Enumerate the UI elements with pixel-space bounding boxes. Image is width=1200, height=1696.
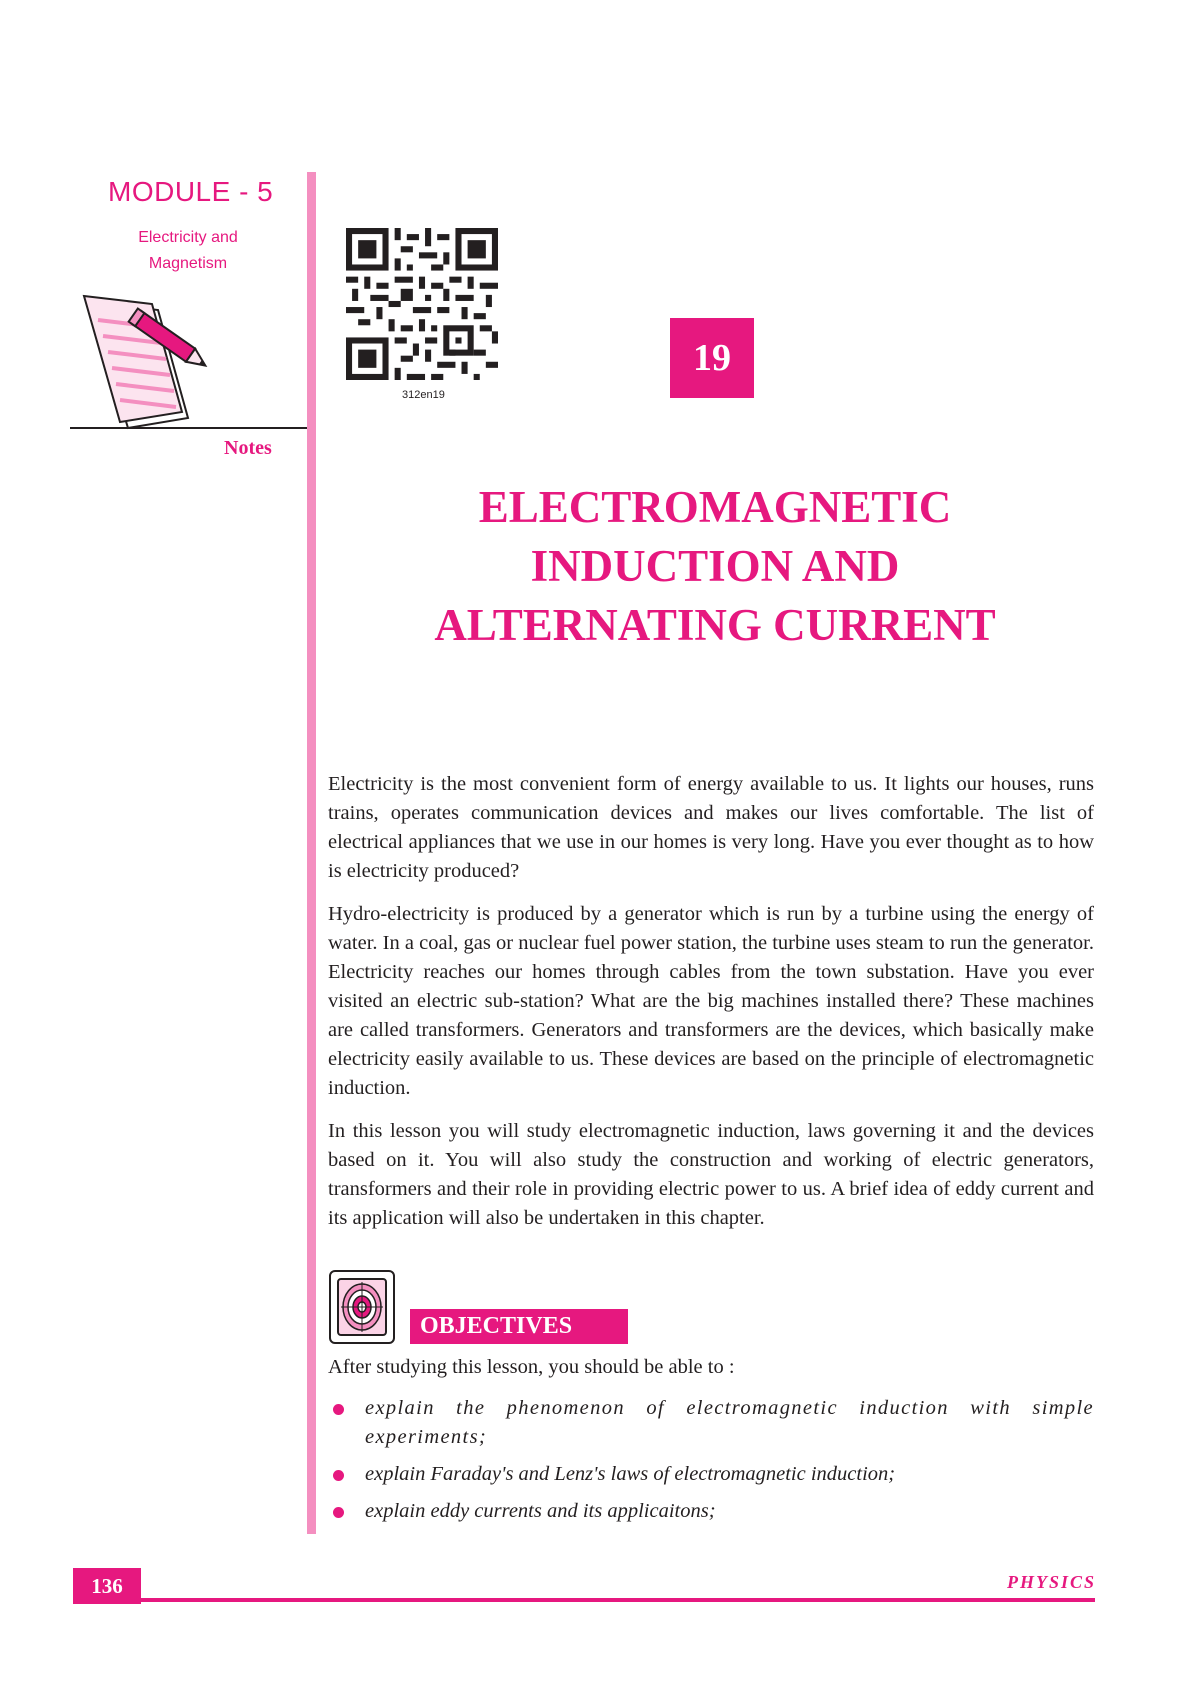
chapter-number-badge: [670, 318, 754, 398]
notes-divider: [70, 427, 308, 429]
objectives-list: [328, 1394, 1094, 1534]
objective-text: explain Faraday's and Lenz's laws of electromagnetic induction;: [365, 1463, 896, 1485]
footer-rule: [141, 1598, 1095, 1602]
bullet-icon: [333, 1404, 344, 1415]
chapter-title-line: ALTERNATING CURRENT: [434, 600, 996, 650]
footer-subject: PHYSICS: [1006, 1572, 1096, 1592]
chapter-number: 19: [693, 337, 731, 379]
intro-text: [328, 770, 1094, 1247]
objectives-intro: After studying this lesson, you should be able to :: [328, 1356, 735, 1378]
target-icon: [329, 1270, 395, 1344]
notes-label: Notes: [224, 437, 272, 459]
bullet-icon: [333, 1507, 344, 1518]
chapter-title-line: INDUCTION AND: [530, 541, 900, 591]
chapter-title: [330, 478, 1100, 655]
objectives-heading: OBJECTIVES: [410, 1309, 628, 1344]
objective-text: explain the phenomenon of electromagnetic induction with simple experiments;: [365, 1397, 1094, 1448]
bullet-icon: [333, 1470, 344, 1481]
paragraph: Hydro-electricity is produced by a generator which is run by a turbine using the energy of water. In a coal, gas or nuclear fuel power station, the turbine uses steam to run the generator. Electricity reaches our homes through cables from the town substation. Have you ever visited an electric sub-station? What are the big machines installed there? These machines are called transformers. Generators and transformers are the devices, which basically make electricity easily available to us. These devices are based on the principle of electromagnetic induction.: [328, 903, 1094, 1099]
paragraph: In this lesson you will study electromagnetic induction, laws governing it and the devices based on it. You will also study the construction and working of electric generators, transformers and their role in providing electric power to us. A brief idea of eddy current and its application will also be undertaken in this chapter.: [328, 1120, 1094, 1229]
objective-item: [328, 1394, 1094, 1452]
module-subtitle-line1: Electricity and: [138, 229, 238, 246]
qr-caption: 312en19: [402, 389, 445, 401]
paragraph: Electricity is the most convenient form of energy available to us. It lights our houses, runs trains, operates communication devices and makes our lives comfortable. The list of electrical appliances that we use in our homes is very long. Have you ever thought as to how is electricity produced?: [328, 773, 1094, 882]
page-number: 136: [73, 1568, 141, 1604]
chapter-title-line: ELECTROMAGNETIC: [478, 482, 952, 532]
module-subtitle: [118, 225, 258, 277]
module-subtitle-line2: Magnetism: [148, 255, 228, 272]
module-title: MODULE - 5: [108, 176, 274, 207]
notepad-pencil-icon: [68, 290, 228, 440]
margin-bar: [307, 172, 316, 1534]
objective-item: [328, 1497, 1094, 1526]
objective-text: explain eddy currents and its applicaitons;: [365, 1500, 716, 1522]
objective-item: [328, 1460, 1094, 1489]
qr-code[interactable]: [346, 228, 498, 380]
